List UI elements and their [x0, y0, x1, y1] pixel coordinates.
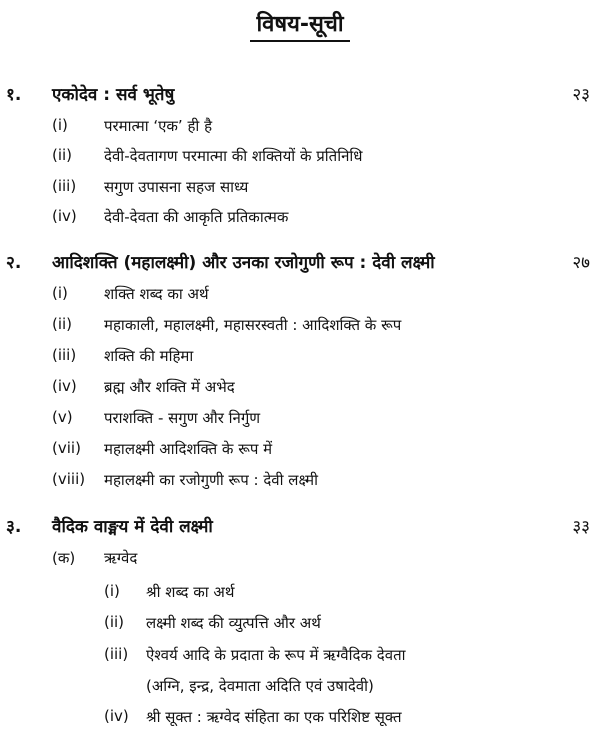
section-title: एकोदेव : सर्व भूतेषु — [52, 85, 175, 105]
item-text: शक्ति शब्द का अर्थ — [104, 285, 209, 303]
toc-item — [0, 346, 600, 376]
section-number: १. — [6, 85, 22, 105]
section-number: ३. — [6, 517, 22, 537]
item-label: (iii) — [104, 645, 129, 663]
item-label: (viii) — [52, 470, 86, 488]
toc-item — [0, 177, 600, 207]
item-label: (ii) — [104, 613, 125, 631]
page-number: ३३ — [572, 517, 590, 537]
item-label: (i) — [52, 284, 68, 302]
subsection-heading — [0, 548, 600, 578]
toc-item — [0, 207, 600, 237]
section-3-heading — [0, 514, 600, 544]
item-text: देवी-देवता की आकृति प्रतिकात्मक — [104, 208, 289, 226]
item-label: (ii) — [52, 315, 73, 333]
item-label: (iii) — [52, 346, 77, 364]
section-2-heading — [0, 250, 600, 280]
page-title: विषय-सूची — [250, 0, 349, 42]
toc-item — [0, 470, 600, 500]
toc-item — [0, 707, 600, 737]
page-number: २३ — [572, 85, 590, 105]
item-text: देवी-देवतागण परमात्मा की शक्तियों के प्रतिनिधि — [104, 147, 363, 165]
item-label: (iv) — [104, 707, 129, 725]
item-text: लक्ष्मी शब्द की व्युत्पत्ति और अर्थ — [146, 614, 321, 632]
item-label: (i) — [52, 116, 68, 134]
toc-item — [0, 284, 600, 314]
toc-item-continuation — [0, 676, 600, 706]
toc-item — [0, 315, 600, 345]
toc-item — [0, 408, 600, 438]
item-label: (iii) — [52, 177, 77, 195]
item-text: श्री सूक्त : ऋग्वेद संहिता का एक परिशिष्ट सूक्त — [146, 708, 402, 726]
section-title: आदिशक्ति (महालक्ष्मी) और उनका रजोगुणी रूप : देवी लक्ष्मी — [52, 253, 435, 273]
item-text: शक्ति की महिमा — [104, 347, 194, 365]
item-text: श्री शब्द का अर्थ — [146, 583, 235, 601]
toc-item — [0, 377, 600, 407]
item-label: (i) — [104, 582, 120, 600]
item-label: (v) — [52, 408, 73, 426]
item-text: ऐश्वर्य आदि के प्रदाता के रूप में ऋग्वैदिक देवता — [146, 646, 406, 664]
item-label: (ii) — [52, 146, 73, 164]
item-label: (iv) — [52, 207, 77, 225]
item-text: सगुण उपासना सहज साध्य — [104, 178, 249, 196]
toc-item — [0, 645, 600, 675]
item-text: (अग्नि, इन्द्र, देवमाता अदिति एवं उषादेवी) — [146, 677, 374, 695]
section-number: २. — [6, 253, 22, 273]
page-number: २७ — [572, 253, 590, 273]
toc-title-wrap — [0, 0, 600, 42]
section-1-heading — [0, 82, 600, 112]
item-text: ब्रह्म और शक्ति में अभेद — [104, 378, 235, 396]
toc-item — [0, 116, 600, 146]
toc-item — [0, 613, 600, 643]
subsection-label: (क) — [52, 549, 76, 567]
section-title: वैदिक वाङ्मय में देवी लक्ष्मी — [52, 517, 213, 537]
item-text: महाकाली, महालक्ष्मी, महासरस्वती : आदिशक्ति के रूप — [104, 316, 402, 334]
item-text: परमात्मा ‘एक’ ही है — [104, 117, 213, 135]
toc-item — [0, 146, 600, 176]
item-label: (vii) — [52, 439, 81, 457]
item-label: (iv) — [52, 377, 77, 395]
item-text: महालक्ष्मी का रजोगुणी रूप : देवी लक्ष्मी — [104, 471, 318, 489]
item-text: महालक्ष्मी आदिशक्ति के रूप में — [104, 440, 273, 458]
toc-item — [0, 439, 600, 469]
subsection-text: ऋग्वेद — [104, 549, 138, 567]
toc-item — [0, 582, 600, 612]
item-text: पराशक्ति - सगुण और निर्गुण — [104, 409, 261, 427]
